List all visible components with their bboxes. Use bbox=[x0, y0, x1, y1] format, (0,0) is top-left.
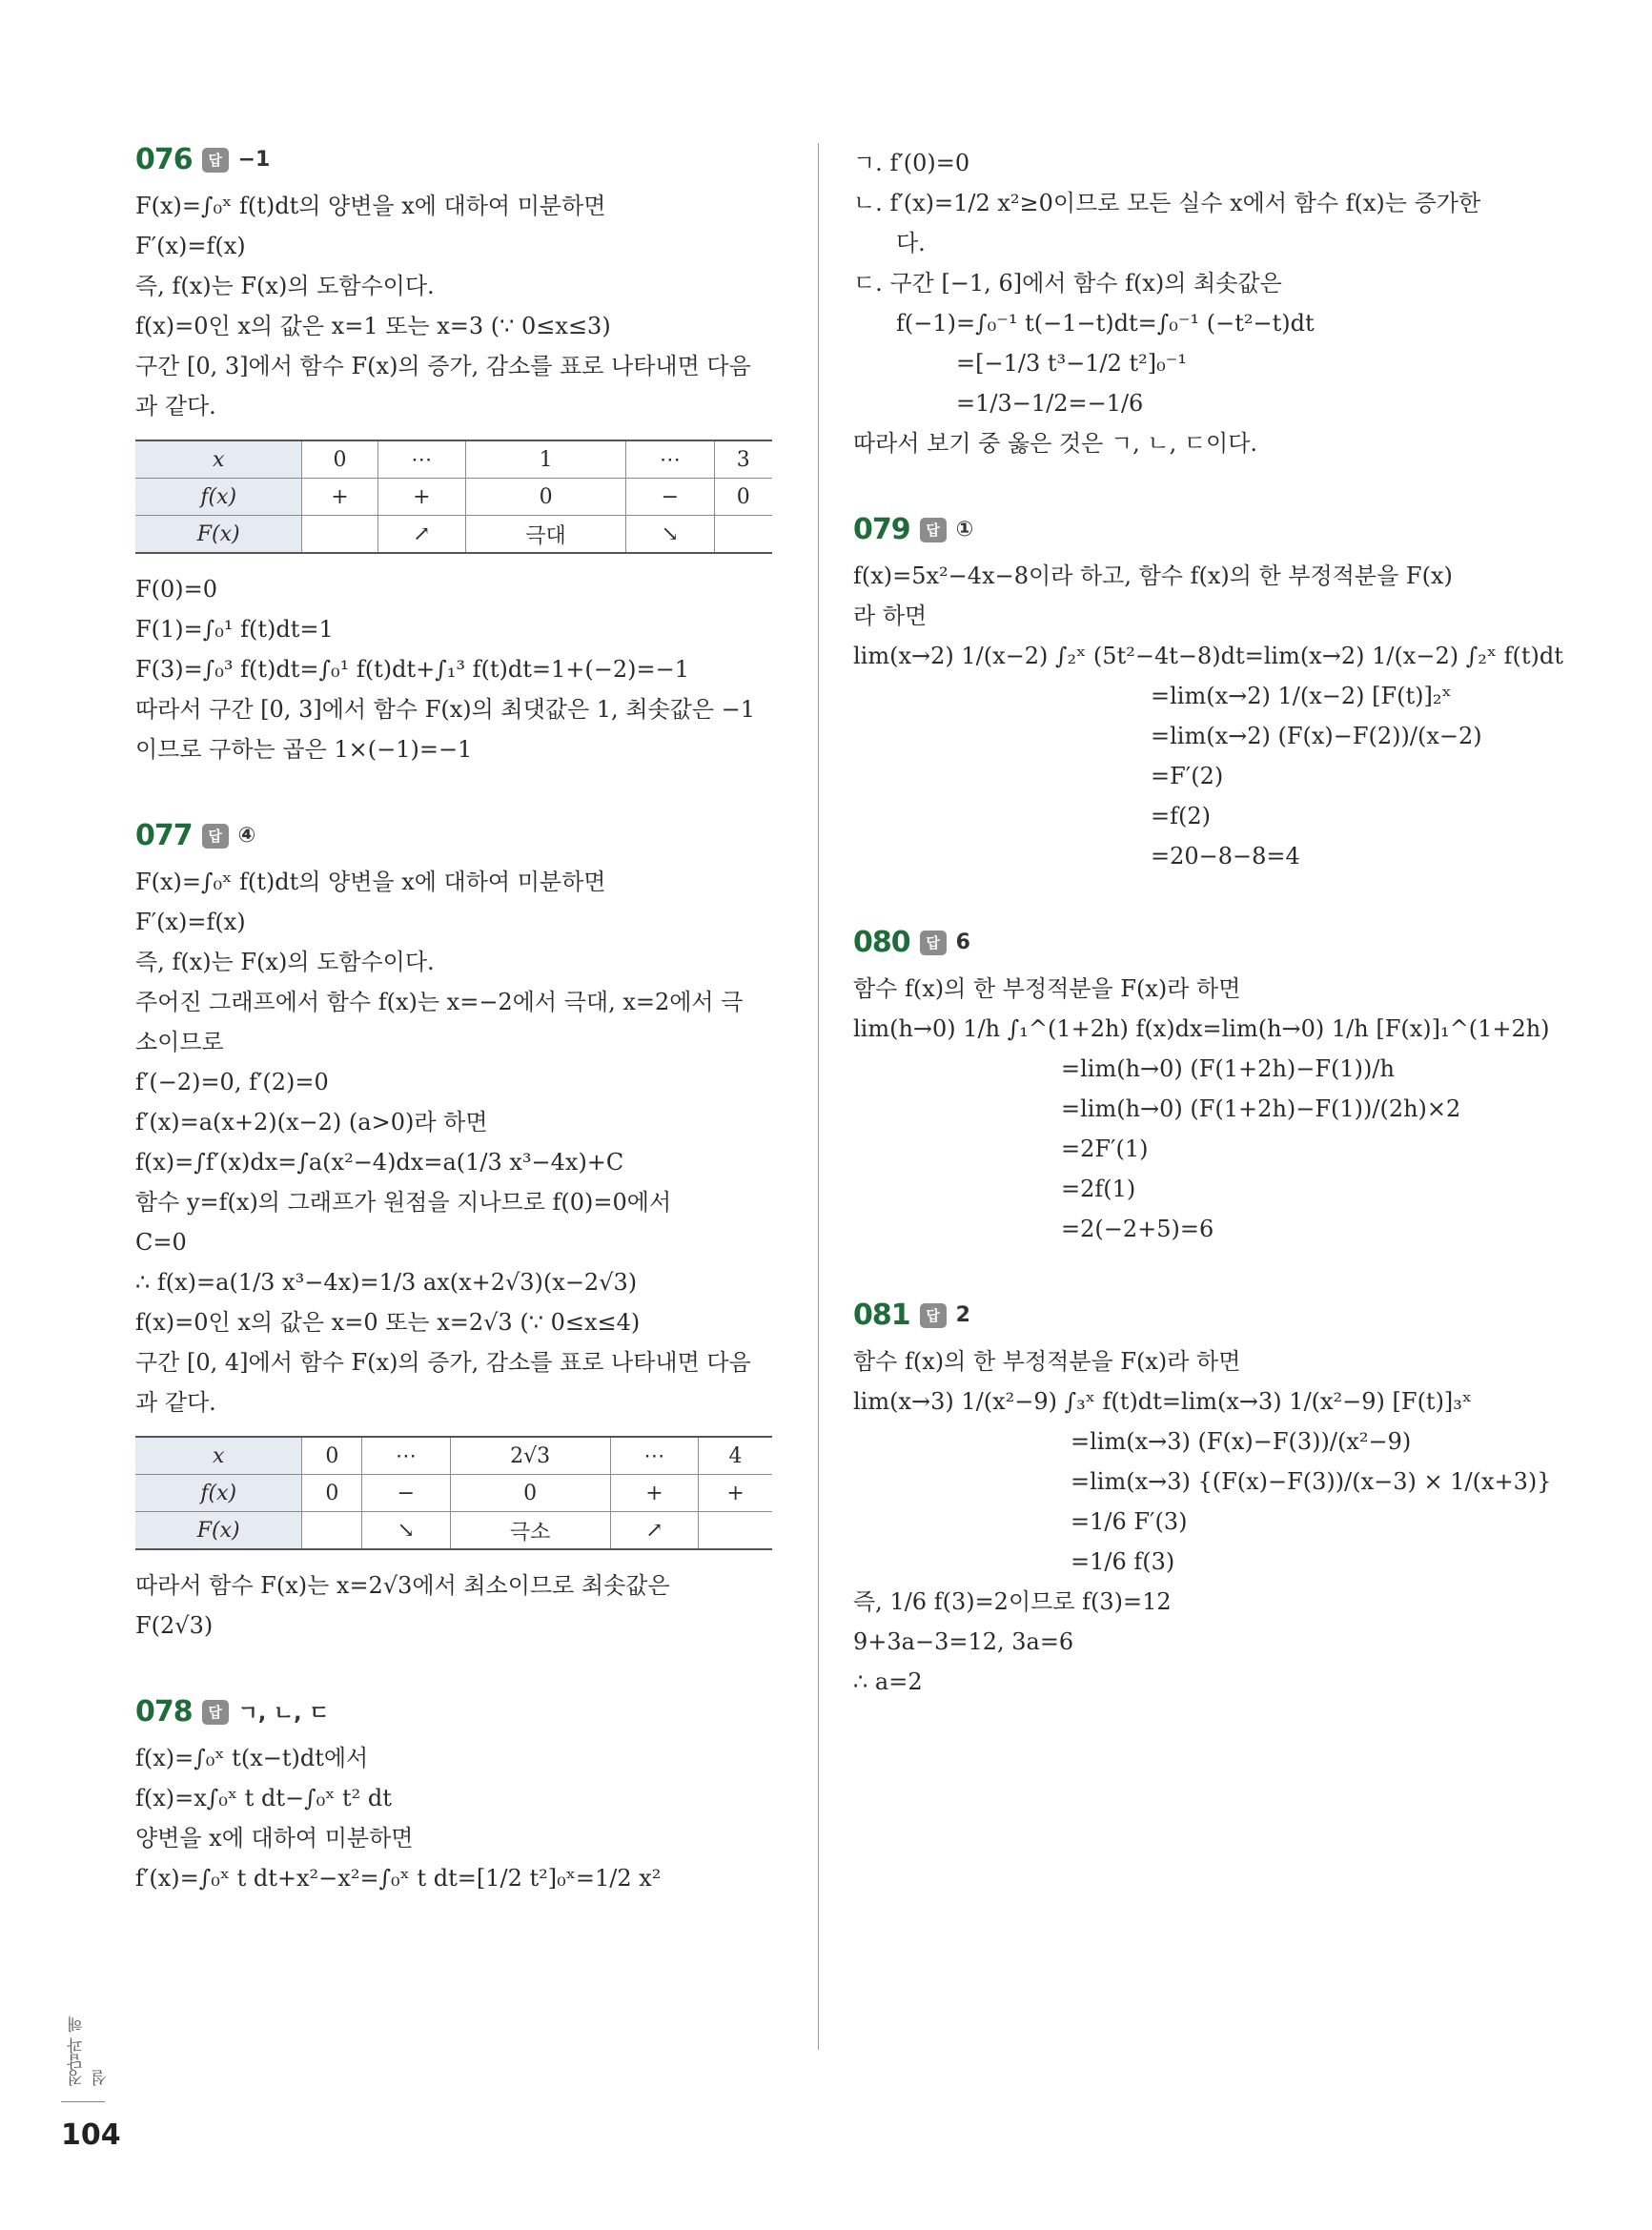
solution-line: 따라서 구간 [0, 3]에서 함수 F(x)의 최댓값은 1, 최솟값은 −1 bbox=[135, 696, 756, 723]
answer-tag: 답 bbox=[920, 518, 947, 542]
table-cell: 0 bbox=[302, 440, 377, 479]
solution-line: 다. bbox=[896, 230, 926, 256]
solution-line: =20−8−8=4 bbox=[1151, 843, 1300, 869]
table-cell: F(x) bbox=[135, 1512, 302, 1550]
answer-value: 6 bbox=[955, 931, 970, 954]
table-cell: 3 bbox=[714, 440, 772, 479]
page-number: 104 bbox=[61, 2118, 121, 2152]
table-cell: 0 bbox=[465, 479, 625, 516]
table-cell: ⋯ bbox=[610, 1437, 698, 1475]
solution-line: 함수 f(x)의 한 부정적분을 F(x)라 하면 bbox=[853, 1348, 1241, 1375]
table-cell: 0 bbox=[450, 1475, 610, 1512]
problem-076 bbox=[135, 143, 784, 769]
section-divider bbox=[61, 2101, 105, 2102]
problem-number: 081 bbox=[853, 1299, 910, 1332]
solution-line: 소이므로 bbox=[135, 1029, 224, 1055]
table-cell: 0 bbox=[302, 1475, 362, 1512]
table-row bbox=[135, 479, 772, 516]
solution-line: =lim(x→3) {(F(x)−F(3))/(x−3) × 1/(x+3)} bbox=[1071, 1468, 1552, 1495]
table-cell: ↗ bbox=[610, 1512, 698, 1550]
table-cell: x bbox=[135, 1437, 302, 1475]
solution-line: ∴ a=2 bbox=[853, 1668, 923, 1695]
solution-line: ㄴ. f′(x)=1/2 x²≥0이므로 모든 실수 x에서 함수 f(x)는 증가한 bbox=[853, 190, 1481, 216]
solution-line: f(x)=∫f′(x)dx=∫a(x²−4)dx=a(1/3 x³−4x)+C bbox=[135, 1149, 624, 1176]
table-cell: 1 bbox=[465, 440, 625, 479]
solution-line: F(x)=∫₀ˣ f(t)dt의 양변을 x에 대하여 미분하면 bbox=[135, 869, 606, 895]
solution-line: f(x)=∫₀ˣ t(x−t)dt에서 bbox=[135, 1745, 369, 1771]
table-cell: + bbox=[302, 479, 377, 516]
solution-line: 함수 f(x)의 한 부정적분을 F(x)라 하면 bbox=[853, 975, 1241, 1002]
problem-header bbox=[135, 1695, 784, 1729]
problem-number: 076 bbox=[135, 143, 193, 176]
table-cell bbox=[302, 516, 377, 554]
solution-line: f′(x)=∫₀ˣ t dt+x²−x²=∫₀ˣ t dt=[1/2 t²]₀ˣ=1/2 x² bbox=[135, 1865, 662, 1892]
solution-line: f(x)=0인 x의 값은 x=0 또는 x=2√3 (∵ 0≤x≤4) bbox=[135, 1309, 641, 1336]
answer-value: ① bbox=[955, 518, 974, 542]
solution-line: =lim(h→0) (F(1+2h)−F(1))/(2h)×2 bbox=[1061, 1095, 1461, 1122]
solution-line: ㄱ. f′(0)=0 bbox=[853, 150, 970, 176]
table-cell: 4 bbox=[699, 1437, 772, 1475]
solution-line: 라 하면 bbox=[853, 603, 928, 629]
solution-line: F(0)=0 bbox=[135, 576, 218, 603]
table-cell: − bbox=[626, 479, 714, 516]
table-row bbox=[135, 1475, 772, 1512]
column-divider bbox=[818, 143, 819, 2050]
solution-line: lim(x→2) 1/(x−2) ∫₂ˣ (5t²−4t−8)dt=lim(x→2) 1/(x−2) ∫₂ˣ f(t)dt bbox=[853, 643, 1563, 669]
table-cell: 2√3 bbox=[450, 1437, 610, 1475]
section-label: 정답과 해설 bbox=[68, 2015, 111, 2086]
table-cell: 0 bbox=[302, 1437, 362, 1475]
solution-line: 따라서 함수 F(x)는 x=2√3에서 최소이므로 최솟값은 bbox=[135, 1572, 670, 1599]
solution-line: =F′(2) bbox=[1151, 763, 1224, 789]
table-cell: + bbox=[699, 1475, 772, 1512]
problem-number: 078 bbox=[135, 1695, 193, 1729]
problem-number: 077 bbox=[135, 819, 193, 852]
solution-line: =1/3−1/2=−1/6 bbox=[956, 390, 1144, 417]
answer-value: ④ bbox=[237, 824, 256, 848]
solution-line: =lim(x→2) 1/(x−2) [F(t)]₂ˣ bbox=[1151, 683, 1452, 709]
answer-tag: 답 bbox=[202, 1700, 229, 1725]
side-section-label bbox=[65, 2010, 111, 2112]
solution-line: f(x)=x∫₀ˣ t dt−∫₀ˣ t² dt bbox=[135, 1785, 392, 1811]
table-cell: − bbox=[362, 1475, 450, 1512]
solution-line: 따라서 보기 중 옳은 것은 ㄱ, ㄴ, ㄷ이다. bbox=[853, 430, 1258, 457]
solution-line: C=0 bbox=[135, 1229, 187, 1256]
solution-line: =1/6 F′(3) bbox=[1071, 1508, 1188, 1535]
solution-line: f(−1)=∫₀⁻¹ t(−1−t)dt=∫₀⁻¹ (−t²−t)dt bbox=[896, 310, 1315, 337]
table-cell bbox=[699, 1512, 772, 1550]
problem-078 bbox=[135, 1695, 784, 1898]
problem-number: 079 bbox=[853, 513, 910, 546]
table-row bbox=[135, 440, 772, 479]
table-cell: + bbox=[377, 479, 465, 516]
solution-line: =2F′(1) bbox=[1061, 1135, 1149, 1162]
solution-line: 9+3a−3=12, 3a=6 bbox=[853, 1628, 1074, 1655]
solution-line: =lim(x→3) (F(x)−F(3))/(x²−9) bbox=[1071, 1428, 1412, 1455]
solution-line: 구간 [0, 3]에서 함수 F(x)의 증가, 감소를 표로 나타내면 다음 bbox=[135, 353, 751, 379]
solution-line: 즉, f(x)는 F(x)의 도함수이다. bbox=[135, 273, 435, 299]
solution-line: 양변을 x에 대하여 미분하면 bbox=[135, 1825, 414, 1852]
solution-line: 즉, f(x)는 F(x)의 도함수이다. bbox=[135, 949, 435, 975]
problem-header bbox=[135, 143, 784, 176]
solution-line: lim(x→3) 1/(x²−9) ∫₃ˣ f(t)dt=lim(x→3) 1/(x²−9) [F(t)]₃ˣ bbox=[853, 1388, 1473, 1415]
table-cell bbox=[302, 1512, 362, 1550]
table-cell: 극소 bbox=[450, 1512, 610, 1550]
table-cell: + bbox=[610, 1475, 698, 1512]
problem-header bbox=[853, 1299, 1520, 1332]
solution-line: F(x)=∫₀ˣ f(t)dt의 양변을 x에 대하여 미분하면 bbox=[135, 193, 606, 219]
solution-line: 구간 [0, 4]에서 함수 F(x)의 증가, 감소를 표로 나타내면 다음 bbox=[135, 1349, 751, 1376]
answer-tag: 답 bbox=[202, 148, 229, 173]
solution-line: =lim(x→2) (F(x)−F(2))/(x−2) bbox=[1151, 723, 1482, 749]
solution-line: F(3)=∫₀³ f(t)dt=∫₀¹ f(t)dt+∫₁³ f(t)dt=1+(−2)=−1 bbox=[135, 656, 689, 683]
solution-line: F(2√3) bbox=[135, 1612, 214, 1639]
answer-tag: 답 bbox=[920, 931, 947, 955]
solution-line: =f(2) bbox=[1151, 803, 1211, 829]
right-column bbox=[853, 143, 1563, 1751]
problem-078-continued bbox=[853, 143, 1520, 463]
solution-line: =[−1/3 t³−1/2 t²]₀⁻¹ bbox=[956, 350, 1188, 377]
problem-header bbox=[853, 513, 1520, 546]
table-row bbox=[135, 516, 772, 554]
solution-line: =2(−2+5)=6 bbox=[1061, 1216, 1214, 1242]
table-cell: F(x) bbox=[135, 516, 302, 554]
table-row bbox=[135, 1437, 772, 1475]
answer-tag: 답 bbox=[920, 1303, 947, 1328]
solution-line: f′(−2)=0, f′(2)=0 bbox=[135, 1069, 329, 1095]
solution-line: F′(x)=f(x) bbox=[135, 909, 246, 935]
table-row bbox=[135, 1512, 772, 1550]
increase-decrease-table bbox=[135, 1436, 772, 1550]
table-cell: ⋯ bbox=[362, 1437, 450, 1475]
table-cell: 0 bbox=[714, 479, 772, 516]
solution-line: =lim(h→0) (F(1+2h)−F(1))/h bbox=[1061, 1055, 1395, 1082]
left-column bbox=[135, 143, 784, 1948]
solution-line: 과 같다. bbox=[135, 393, 216, 419]
solution-line: ∴ f(x)=a(1/3 x³−4x)=1/3 ax(x+2√3)(x−2√3) bbox=[135, 1269, 638, 1296]
answer-value: ㄱ, ㄴ, ㄷ bbox=[237, 1702, 330, 1726]
solution-line: 과 같다. bbox=[135, 1389, 216, 1416]
table-cell: ⋯ bbox=[377, 440, 465, 479]
solution-line: lim(h→0) 1/h ∫₁^(1+2h) f(x)dx=lim(h→0) 1/h [F(x)]₁^(1+2h) bbox=[853, 1015, 1550, 1042]
table-cell: ⋯ bbox=[626, 440, 714, 479]
problem-header bbox=[135, 819, 784, 852]
solution-line: 함수 y=f(x)의 그래프가 원점을 지나므로 f(0)=0에서 bbox=[135, 1189, 672, 1216]
answer-value: 2 bbox=[955, 1303, 970, 1327]
answer-tag: 답 bbox=[202, 824, 229, 849]
table-cell bbox=[714, 516, 772, 554]
table-cell: f(x) bbox=[135, 479, 302, 516]
solution-line: =2f(1) bbox=[1061, 1176, 1136, 1202]
problem-080 bbox=[853, 926, 1550, 1249]
answer-value: −1 bbox=[237, 148, 271, 172]
solution-line: f′(x)=a(x+2)(x−2) (a>0)라 하면 bbox=[135, 1109, 488, 1135]
problem-number: 080 bbox=[853, 926, 910, 959]
problem-header bbox=[853, 926, 1520, 959]
problem-079 bbox=[853, 513, 1563, 876]
solution-line: F(1)=∫₀¹ f(t)dt=1 bbox=[135, 616, 334, 643]
solution-line: 즉, 1/6 f(3)=2이므로 f(3)=12 bbox=[853, 1588, 1172, 1615]
solution-line: =1/6 f(3) bbox=[1071, 1548, 1175, 1575]
table-cell: 극대 bbox=[465, 516, 625, 554]
solution-line: f(x)=0인 x의 값은 x=1 또는 x=3 (∵ 0≤x≤3) bbox=[135, 313, 611, 339]
solution-line: F′(x)=f(x) bbox=[135, 233, 246, 259]
table-cell: ↗ bbox=[377, 516, 465, 554]
increase-decrease-table bbox=[135, 440, 772, 554]
table-cell: x bbox=[135, 440, 302, 479]
solution-line: 이므로 구하는 곱은 1×(−1)=−1 bbox=[135, 736, 473, 763]
problem-081 bbox=[853, 1299, 1552, 1702]
problem-077 bbox=[135, 819, 784, 1646]
solution-line: f(x)=5x²−4x−8이라 하고, 함수 f(x)의 한 부정적분을 F(x) bbox=[853, 563, 1453, 589]
solution-line: ㄷ. 구간 [−1, 6]에서 함수 f(x)의 최솟값은 bbox=[853, 270, 1282, 297]
table-cell: ↘ bbox=[626, 516, 714, 554]
table-cell: f(x) bbox=[135, 1475, 302, 1512]
table-cell: ↘ bbox=[362, 1512, 450, 1550]
solution-line: 주어진 그래프에서 함수 f(x)는 x=−2에서 극대, x=2에서 극 bbox=[135, 989, 744, 1015]
